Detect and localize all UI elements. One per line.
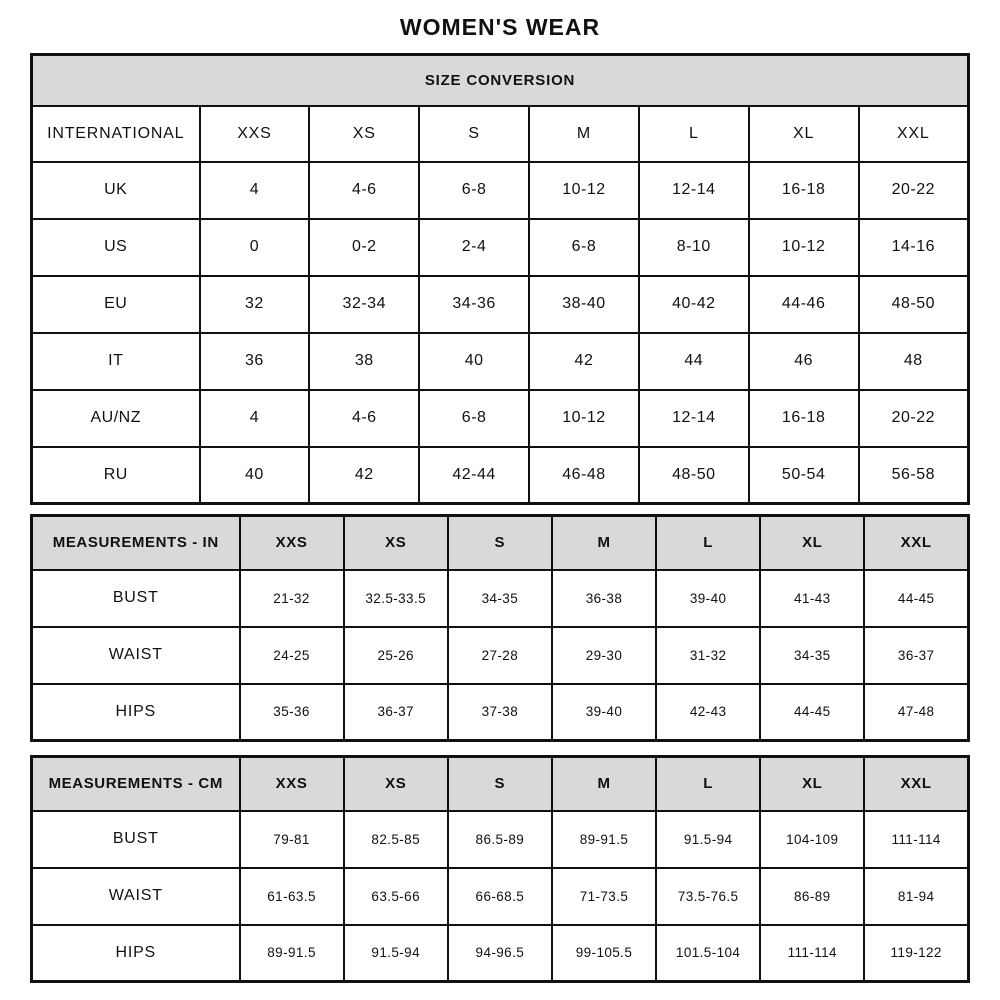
size-cell: 36 bbox=[200, 333, 310, 390]
size-cell: 48 bbox=[859, 333, 969, 390]
col-header-xxl: XXL bbox=[864, 516, 968, 570]
measure-cell: 61-63.5 bbox=[240, 868, 344, 925]
size-cell: 10-12 bbox=[749, 219, 859, 276]
measure-cell: 82.5-85 bbox=[344, 811, 448, 868]
size-cell: 4 bbox=[200, 162, 310, 219]
size-cell: 46-48 bbox=[529, 447, 639, 504]
size-cell: 44 bbox=[639, 333, 749, 390]
size-cell: 4-6 bbox=[309, 390, 419, 447]
size-cell: 48-50 bbox=[639, 447, 749, 504]
table-row-bust-cm bbox=[32, 811, 969, 868]
table-row-uk bbox=[32, 162, 969, 219]
measure-cell: 73.5-76.5 bbox=[656, 868, 760, 925]
measure-cell: 66-68.5 bbox=[448, 868, 552, 925]
col-header-xs: XS bbox=[309, 106, 419, 162]
table-row-us bbox=[32, 219, 969, 276]
size-cell: 10-12 bbox=[529, 162, 639, 219]
measure-cell: 39-40 bbox=[552, 684, 656, 741]
row-label-bust: BUST bbox=[32, 811, 240, 868]
col-header-measurements-cm: MEASUREMENTS - CM bbox=[32, 757, 240, 811]
size-cell: 12-14 bbox=[639, 162, 749, 219]
measure-cell: 91.5-94 bbox=[656, 811, 760, 868]
measure-cell: 89-91.5 bbox=[552, 811, 656, 868]
col-header-l: L bbox=[656, 516, 760, 570]
row-label-eu: EU bbox=[32, 276, 200, 333]
col-header-xs: XS bbox=[344, 757, 448, 811]
measure-cell: 42-43 bbox=[656, 684, 760, 741]
size-cell: 6-8 bbox=[419, 390, 529, 447]
size-cell: 40-42 bbox=[639, 276, 749, 333]
measure-cell: 36-37 bbox=[864, 627, 968, 684]
size-cell: 14-16 bbox=[859, 219, 969, 276]
measure-cell: 27-28 bbox=[448, 627, 552, 684]
measure-cell: 36-37 bbox=[344, 684, 448, 741]
measurements-cm-header-row bbox=[32, 757, 969, 811]
col-header-xxl: XXL bbox=[864, 757, 968, 811]
size-cell: 40 bbox=[419, 333, 529, 390]
measure-cell: 86.5-89 bbox=[448, 811, 552, 868]
measurements-in-header-row bbox=[32, 516, 969, 570]
size-cell: 16-18 bbox=[749, 390, 859, 447]
size-cell: 0-2 bbox=[309, 219, 419, 276]
table-row-hips-cm bbox=[32, 925, 969, 982]
col-header-measurements-in: MEASUREMENTS - IN bbox=[32, 516, 240, 570]
size-cell: 56-58 bbox=[859, 447, 969, 504]
measure-cell: 101.5-104 bbox=[656, 925, 760, 982]
col-header-xl: XL bbox=[760, 516, 864, 570]
row-label-uk: UK bbox=[32, 162, 200, 219]
size-conversion-title: SIZE CONVERSION bbox=[32, 55, 969, 106]
table-row-hips-in bbox=[32, 684, 969, 741]
measure-cell: 119-122 bbox=[864, 925, 968, 982]
size-cell: 42 bbox=[529, 333, 639, 390]
measure-cell: 36-38 bbox=[552, 570, 656, 627]
measure-cell: 47-48 bbox=[864, 684, 968, 741]
col-header-s: S bbox=[419, 106, 529, 162]
measure-cell: 34-35 bbox=[448, 570, 552, 627]
col-header-s: S bbox=[448, 516, 552, 570]
measure-cell: 86-89 bbox=[760, 868, 864, 925]
measurements-in-table bbox=[30, 514, 970, 742]
col-header-international: INTERNATIONAL bbox=[32, 106, 200, 162]
size-cell: 42-44 bbox=[419, 447, 529, 504]
measure-cell: 35-36 bbox=[240, 684, 344, 741]
table-row-it bbox=[32, 333, 969, 390]
size-cell: 38 bbox=[309, 333, 419, 390]
measure-cell: 41-43 bbox=[760, 570, 864, 627]
table-row-aunz bbox=[32, 390, 969, 447]
row-label-waist: WAIST bbox=[32, 868, 240, 925]
size-cell: 44-46 bbox=[749, 276, 859, 333]
table-row-waist-in bbox=[32, 627, 969, 684]
size-cell: 4-6 bbox=[309, 162, 419, 219]
row-label-aunz: AU/NZ bbox=[32, 390, 200, 447]
table-row-eu bbox=[32, 276, 969, 333]
size-cell: 50-54 bbox=[749, 447, 859, 504]
measure-cell: 91.5-94 bbox=[344, 925, 448, 982]
size-cell: 4 bbox=[200, 390, 310, 447]
col-header-xxs: XXS bbox=[240, 516, 344, 570]
size-cell: 20-22 bbox=[859, 162, 969, 219]
col-header-l: L bbox=[639, 106, 749, 162]
row-label-hips: HIPS bbox=[32, 925, 240, 982]
size-cell: 40 bbox=[200, 447, 310, 504]
size-cell: 0 bbox=[200, 219, 310, 276]
size-cell: 32 bbox=[200, 276, 310, 333]
size-cell: 6-8 bbox=[529, 219, 639, 276]
measure-cell: 44-45 bbox=[864, 570, 968, 627]
row-label-bust: BUST bbox=[32, 570, 240, 627]
col-header-xs: XS bbox=[344, 516, 448, 570]
size-cell: 12-14 bbox=[639, 390, 749, 447]
size-cell: 46 bbox=[749, 333, 859, 390]
col-header-s: S bbox=[448, 757, 552, 811]
size-conversion-table bbox=[30, 53, 970, 505]
table-row-waist-cm bbox=[32, 868, 969, 925]
table-row-ru bbox=[32, 447, 969, 504]
measure-cell: 31-32 bbox=[656, 627, 760, 684]
col-header-m: M bbox=[552, 516, 656, 570]
measure-cell: 44-45 bbox=[760, 684, 864, 741]
measure-cell: 24-25 bbox=[240, 627, 344, 684]
measure-cell: 71-73.5 bbox=[552, 868, 656, 925]
row-label-it: IT bbox=[32, 333, 200, 390]
size-cell: 8-10 bbox=[639, 219, 749, 276]
col-header-xl: XL bbox=[760, 757, 864, 811]
row-label-hips: HIPS bbox=[32, 684, 240, 741]
row-label-waist: WAIST bbox=[32, 627, 240, 684]
page-title: WOMEN'S WEAR bbox=[399, 14, 601, 40]
col-header-m: M bbox=[552, 757, 656, 811]
measure-cell: 39-40 bbox=[656, 570, 760, 627]
measure-cell: 25-26 bbox=[344, 627, 448, 684]
measure-cell: 32.5-33.5 bbox=[344, 570, 448, 627]
measure-cell: 104-109 bbox=[760, 811, 864, 868]
col-header-l: L bbox=[656, 757, 760, 811]
size-cell: 2-4 bbox=[419, 219, 529, 276]
col-header-xl: XL bbox=[749, 106, 859, 162]
size-cell: 6-8 bbox=[419, 162, 529, 219]
col-header-xxs: XXS bbox=[240, 757, 344, 811]
size-cell: 32-34 bbox=[309, 276, 419, 333]
size-conversion-header-row bbox=[32, 106, 969, 162]
measure-cell: 81-94 bbox=[864, 868, 968, 925]
measure-cell: 99-105.5 bbox=[552, 925, 656, 982]
size-cell: 48-50 bbox=[859, 276, 969, 333]
table-row-bust-in bbox=[32, 570, 969, 627]
col-header-xxl: XXL bbox=[859, 106, 969, 162]
col-header-m: M bbox=[529, 106, 639, 162]
size-cell: 10-12 bbox=[529, 390, 639, 447]
measure-cell: 34-35 bbox=[760, 627, 864, 684]
col-header-xxs: XXS bbox=[200, 106, 310, 162]
measure-cell: 21-32 bbox=[240, 570, 344, 627]
measure-cell: 79-81 bbox=[240, 811, 344, 868]
size-cell: 34-36 bbox=[419, 276, 529, 333]
measure-cell: 37-38 bbox=[448, 684, 552, 741]
size-cell: 16-18 bbox=[749, 162, 859, 219]
size-cell: 20-22 bbox=[859, 390, 969, 447]
size-cell: 42 bbox=[309, 447, 419, 504]
size-cell: 38-40 bbox=[529, 276, 639, 333]
measurements-cm-table bbox=[30, 755, 970, 983]
measure-cell: 63.5-66 bbox=[344, 868, 448, 925]
row-label-ru: RU bbox=[32, 447, 200, 504]
measure-cell: 111-114 bbox=[864, 811, 968, 868]
measure-cell: 89-91.5 bbox=[240, 925, 344, 982]
row-label-us: US bbox=[32, 219, 200, 276]
measure-cell: 94-96.5 bbox=[448, 925, 552, 982]
measure-cell: 29-30 bbox=[552, 627, 656, 684]
size-conversion-title-row bbox=[32, 55, 969, 106]
measure-cell: 111-114 bbox=[760, 925, 864, 982]
